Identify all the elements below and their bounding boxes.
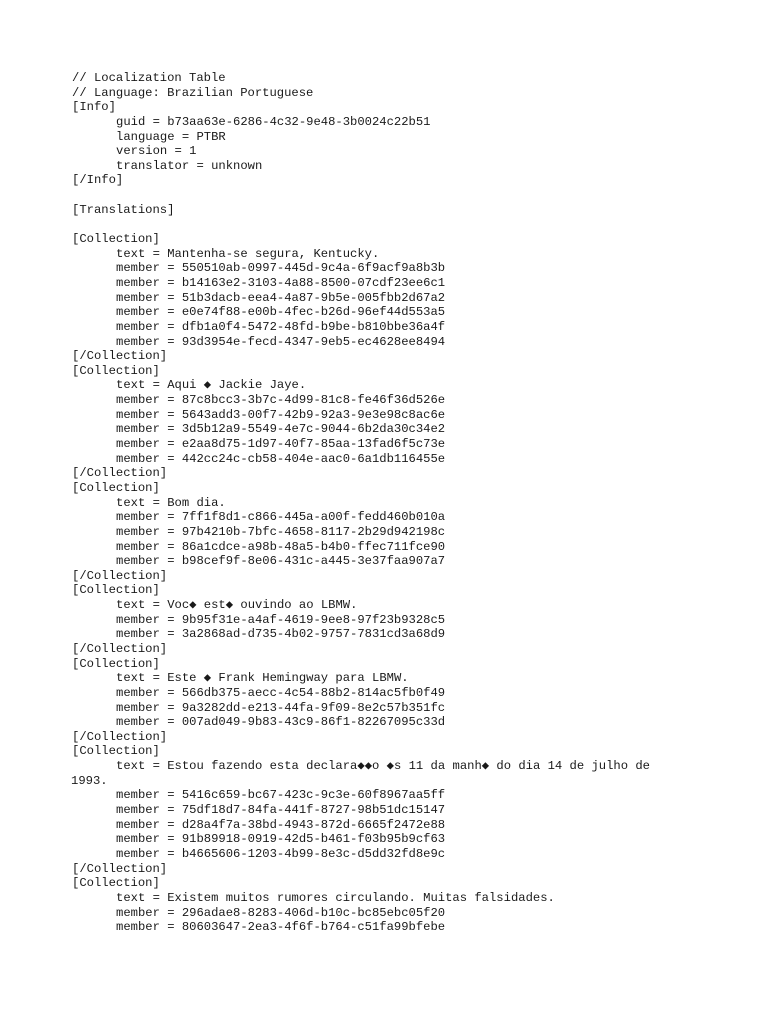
info-language: language = PTBR: [116, 129, 226, 144]
collection-member: member = 75df18d7-84fa-441f-8727-98b51dc15147: [116, 803, 446, 818]
collection-member: member = 3d5b12a9-5549-4e7c-9044-6b2da30c34e2: [116, 422, 446, 437]
info-translator: translator = unknown: [116, 158, 263, 173]
collection-open-tag: [Collection]: [72, 232, 160, 247]
info-close-tag: [/Info]: [72, 173, 124, 188]
collection-member: member = 7ff1f8d1-c866-445a-a00f-fedd460b010a: [116, 510, 446, 525]
collection-block: [72, 481, 692, 583]
collection-open-tag: [Collection]: [72, 363, 160, 378]
collection-close-tag: [/Collection]: [72, 861, 168, 876]
collection-member: member = 93d3954e-fecd-4347-9eb5-ec4628ee8494: [116, 334, 446, 349]
collection-block: [72, 364, 692, 481]
collection-text: text = Estou fazendo esta declara◆◆o ◆s 11 da manh◆ do dia 14 de julho de: [116, 759, 650, 774]
collection-member: member = 9b95f31e-a4af-4619-9ee8-97f23b9328c5: [116, 612, 446, 627]
collection-member: member = 9a3282dd-e213-44fa-9f09-8e2c57b351fc: [116, 700, 446, 715]
collection-text: text = Bom dia.: [116, 495, 226, 510]
collection-block: [72, 657, 692, 745]
comment-title: // Localization Table: [72, 71, 226, 85]
collection-member: member = e2aa8d75-1d97-40f7-85aa-13fad6f5c73e: [116, 437, 446, 452]
collection-block: [72, 232, 692, 364]
collection-member: member = 296adae8-8283-406d-b10c-bc85ebc05f20: [116, 905, 446, 920]
collection-member: member = 5416c659-bc67-423c-9c3e-60f8967aa5ff: [116, 788, 446, 803]
collection-member: member = 97b4210b-7bfc-4658-8117-2b29d942198c: [116, 524, 446, 539]
collection-close-tag: [/Collection]: [72, 729, 168, 744]
collection-member: member = 5643add3-00f7-42b9-92a3-9e3e98c8ac6e: [116, 407, 446, 422]
collection-close-tag: [/Collection]: [72, 349, 168, 364]
info-version: version = 1: [116, 144, 197, 159]
collection-text: text = Existem muitos rumores circulando. Muitas falsidades.: [116, 890, 555, 905]
comment-language: // Language: Brazilian Portuguese: [72, 85, 314, 100]
collection-text: text = Aqui ◆ Jackie Jaye.: [116, 378, 307, 393]
collection-member: member = e0e74f88-e00b-4fec-b26d-96ef44d553a5: [116, 305, 446, 320]
collection-text: text = Voc◆ est◆ ouvindo ao LBMW.: [116, 598, 358, 613]
collection-open-tag: [Collection]: [72, 876, 160, 891]
collection-text: text = Mantenha-se segura, Kentucky.: [116, 246, 380, 261]
collection-member: member = 91b89918-0919-42d5-b461-f03b95b9cf63: [116, 832, 446, 847]
collection-open-tag: [Collection]: [72, 583, 160, 598]
localization-document: [72, 71, 692, 935]
collection-block: [72, 744, 692, 876]
collection-member: member = 566db375-aecc-4c54-88b2-814ac5fb0f49: [116, 685, 446, 700]
collection-member: member = 51b3dacb-eea4-4a87-9b5e-005fbb2d67a2: [116, 290, 446, 305]
info-guid: guid = b73aa63e-6286-4c32-9e48-3b0024c22b51: [116, 114, 431, 129]
collection-member: member = 3a2868ad-d735-4b02-9757-7831cd3a68d9: [116, 627, 446, 642]
collection-member: member = b98cef9f-8e06-431c-a445-3e37faa907a7: [116, 554, 446, 569]
collection-close-tag: [/Collection]: [72, 466, 168, 481]
collection-close-tag: [/Collection]: [72, 641, 168, 656]
collection-text: text = Este ◆ Frank Hemingway para LBMW.: [116, 671, 409, 686]
collection-member: member = dfb1a0f4-5472-48fd-b9be-b810bbe36a4f: [116, 319, 446, 334]
blank-line: [72, 188, 692, 203]
collection-member: member = b4665606-1203-4b99-8e3c-d5dd32fd8e9c: [116, 846, 446, 861]
collection-member: member = 80603647-2ea3-4f6f-b764-c51fa99bfebe: [116, 920, 446, 935]
collection-member: member = 550510ab-0997-445d-9c4a-6f9acf9a8b3b: [116, 261, 446, 276]
collection-block: [72, 583, 692, 656]
collection-block: [72, 876, 692, 935]
translations-tag: [Translations]: [72, 202, 175, 217]
collection-member: member = b14163e2-3103-4a88-8500-07cdf23ee6c1: [116, 275, 446, 290]
collection-close-tag: [/Collection]: [72, 568, 168, 583]
collections-list: [72, 232, 692, 935]
info-open-tag: [Info]: [72, 100, 116, 115]
collection-member: member = 442cc24c-cb58-404e-aac0-6a1db116455e: [116, 451, 446, 466]
blank-line: [72, 217, 692, 232]
collection-member: member = d28a4f7a-38bd-4943-872d-6665f2472e88: [116, 817, 446, 832]
collection-text-continuation: 1993.: [71, 773, 108, 788]
collection-member: member = 87c8bcc3-3b7c-4d99-81c8-fe46f36d526e: [116, 393, 446, 408]
collection-open-tag: [Collection]: [72, 656, 160, 671]
collection-member: member = 007ad049-9b83-43c9-86f1-82267095c33d: [116, 715, 446, 730]
collection-member: member = 86a1cdce-a98b-48a5-b4b0-ffec711fce90: [116, 539, 446, 554]
collection-open-tag: [Collection]: [72, 744, 160, 759]
collection-open-tag: [Collection]: [72, 480, 160, 495]
